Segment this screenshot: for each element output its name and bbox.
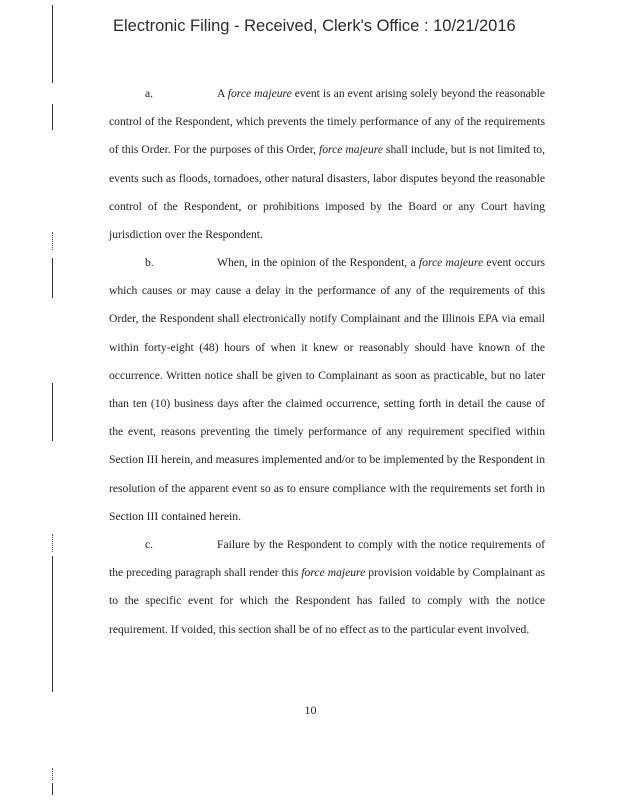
- paragraph-marker: a.: [145, 87, 154, 100]
- paragraph-text: When, in the opinion of the Respondent, a: [217, 256, 419, 269]
- paragraph-text: A: [217, 87, 228, 100]
- margin-rule: [52, 232, 54, 250]
- italic-term: force majeure: [301, 566, 366, 580]
- paragraph-marker: c.: [145, 538, 154, 551]
- paragraph-text: event is an event arising solely beyond the reasonable control of the Respondent, which prevents the timely performance of any of the requirements of this Order. For the purposes of this Order,: [109, 87, 545, 157]
- filing-stamp-header: Electronic Filing - Received, Clerk's Office : 10/21/2016: [113, 17, 516, 35]
- italic-term: force majeure: [418, 256, 484, 269]
- paragraph-a: [109, 80, 545, 249]
- margin-rule: [52, 768, 54, 780]
- paragraph-text: Failure by the Respondent to comply with the notice requirements of the preceding paragraph shall render this: [109, 538, 545, 580]
- paragraph-text: event occurs which causes or may cause a delay in the performance of any of the requirements of this Order, the Respondent shall electronically notify Complainant and the Illinois EPA via email within forty-eight (48) hours of when it knew or reasonably should have known of the occurrence. Written notice shall be given to Complainant as soon as practicable, but no later than ten (10) business days after the claimed occurrence, setting forth in detail the cause of the event, reasons preventing the timely performance of any requirement specified within Section III herein, and measures implemented and/or to be implemented by the Respondent in resolution of the apparent event so as to ensure compliance with the requirements set forth in Section III contained herein.: [109, 256, 545, 523]
- margin-rule: [52, 534, 54, 552]
- paragraph-c: [109, 531, 545, 644]
- italic-term: force majeure: [319, 143, 383, 157]
- margin-rule: [52, 383, 53, 441]
- paragraph-text: provision voidable by Complainant as to the specific event for which the Respondent has failed to comply with the notice requirement. If voided, this section shall be of no effect as to the particular event involved.: [109, 566, 546, 636]
- margin-rule: [52, 258, 53, 298]
- paragraph-b: [109, 249, 545, 531]
- page-number: 10: [304, 703, 317, 717]
- margin-rule: [52, 556, 53, 692]
- paragraph-text: shall include, but is not limited to, events such as floods, tornadoes, other natural disasters, labor disputes beyond the reasonable control of the Respondent, or prohibitions imposed by the Board or any Court having jurisdiction over the Respondent.: [109, 143, 545, 242]
- margin-rule: [52, 104, 53, 130]
- italic-term: force majeure: [227, 87, 292, 100]
- margin-rule: [52, 5, 53, 83]
- margin-rule: [52, 783, 53, 795]
- paragraph-marker: b.: [145, 256, 154, 269]
